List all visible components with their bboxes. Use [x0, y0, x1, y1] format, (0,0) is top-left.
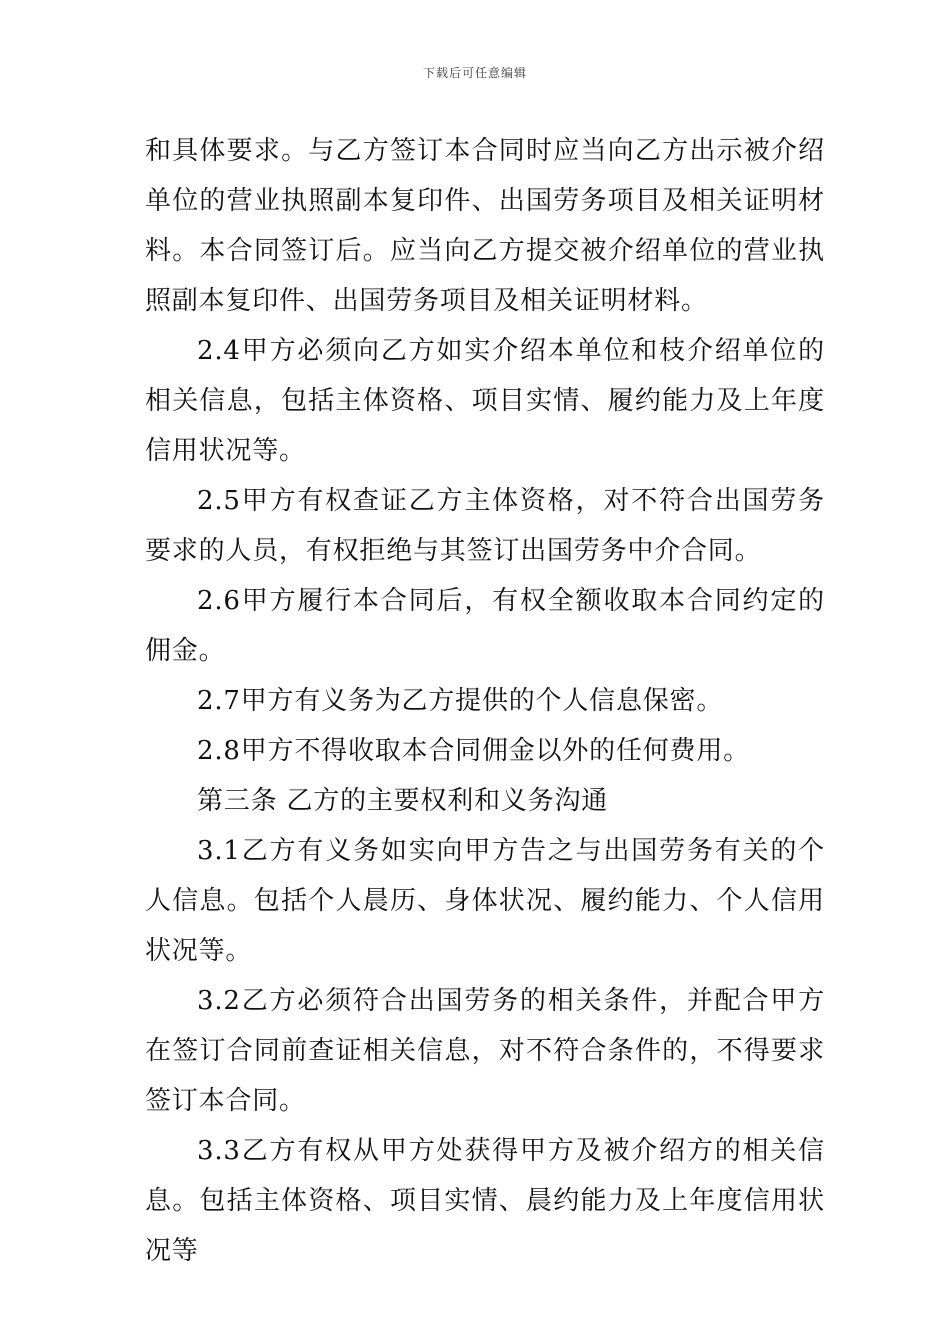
clause-2-6: 2.6甲方履行本合同后，有权全额收取本合同约定的佣金。	[145, 586, 825, 666]
clause-3-2: 3.2乙方必须符合出国劳务的相关条件，并配合甲方在签订合同前查证相关信息，对不符合条件的，不得要求签订本合同。	[145, 986, 825, 1116]
article-3-heading: 第三条 乙方的主要权利和义务沟通	[197, 786, 609, 816]
clause-3-3: 3.3乙方有权从甲方处获得甲方及被介绍方的相关信息。包括主体资格、项目实情、晨约能力及上年度信用状况等	[145, 1136, 825, 1266]
clause-2-8: 2.8甲方不得收取本合同佣金以外的任何费用。	[197, 736, 750, 766]
clause-2-4: 2.4甲方必须向乙方如实介绍本单位和枝介绍单位的相关信息，包括主体资格、项目实情、履约能力及上年度信用状况等。	[145, 336, 825, 466]
clause-3-1: 3.1乙方有义务如实向甲方告之与出国劳务有关的个人信息。包括个人晨历、身体状况、履约能力、个人信用状况等。	[145, 836, 825, 966]
document-body	[145, 126, 825, 1276]
paragraph-continuation: 和具体要求。与乙方签订本合同时应当向乙方出示被介绍单位的营业执照副本复印件、出国劳务项目及相关证明材料。本合同签订后。应当向乙方提交被介绍单位的营业执照副本复印件、出国劳务项目及相关证明材料。	[145, 136, 825, 316]
clause-2-7: 2.7甲方有义务为乙方提供的个人信息保密。	[197, 686, 724, 716]
page-header: 下载后可任意编辑	[422, 66, 527, 80]
clause-2-5: 2.5甲方有权查证乙方主体资格，对不符合出国劳务要求的人员，有权拒绝与其签订出国劳务中介合同。	[145, 486, 825, 566]
